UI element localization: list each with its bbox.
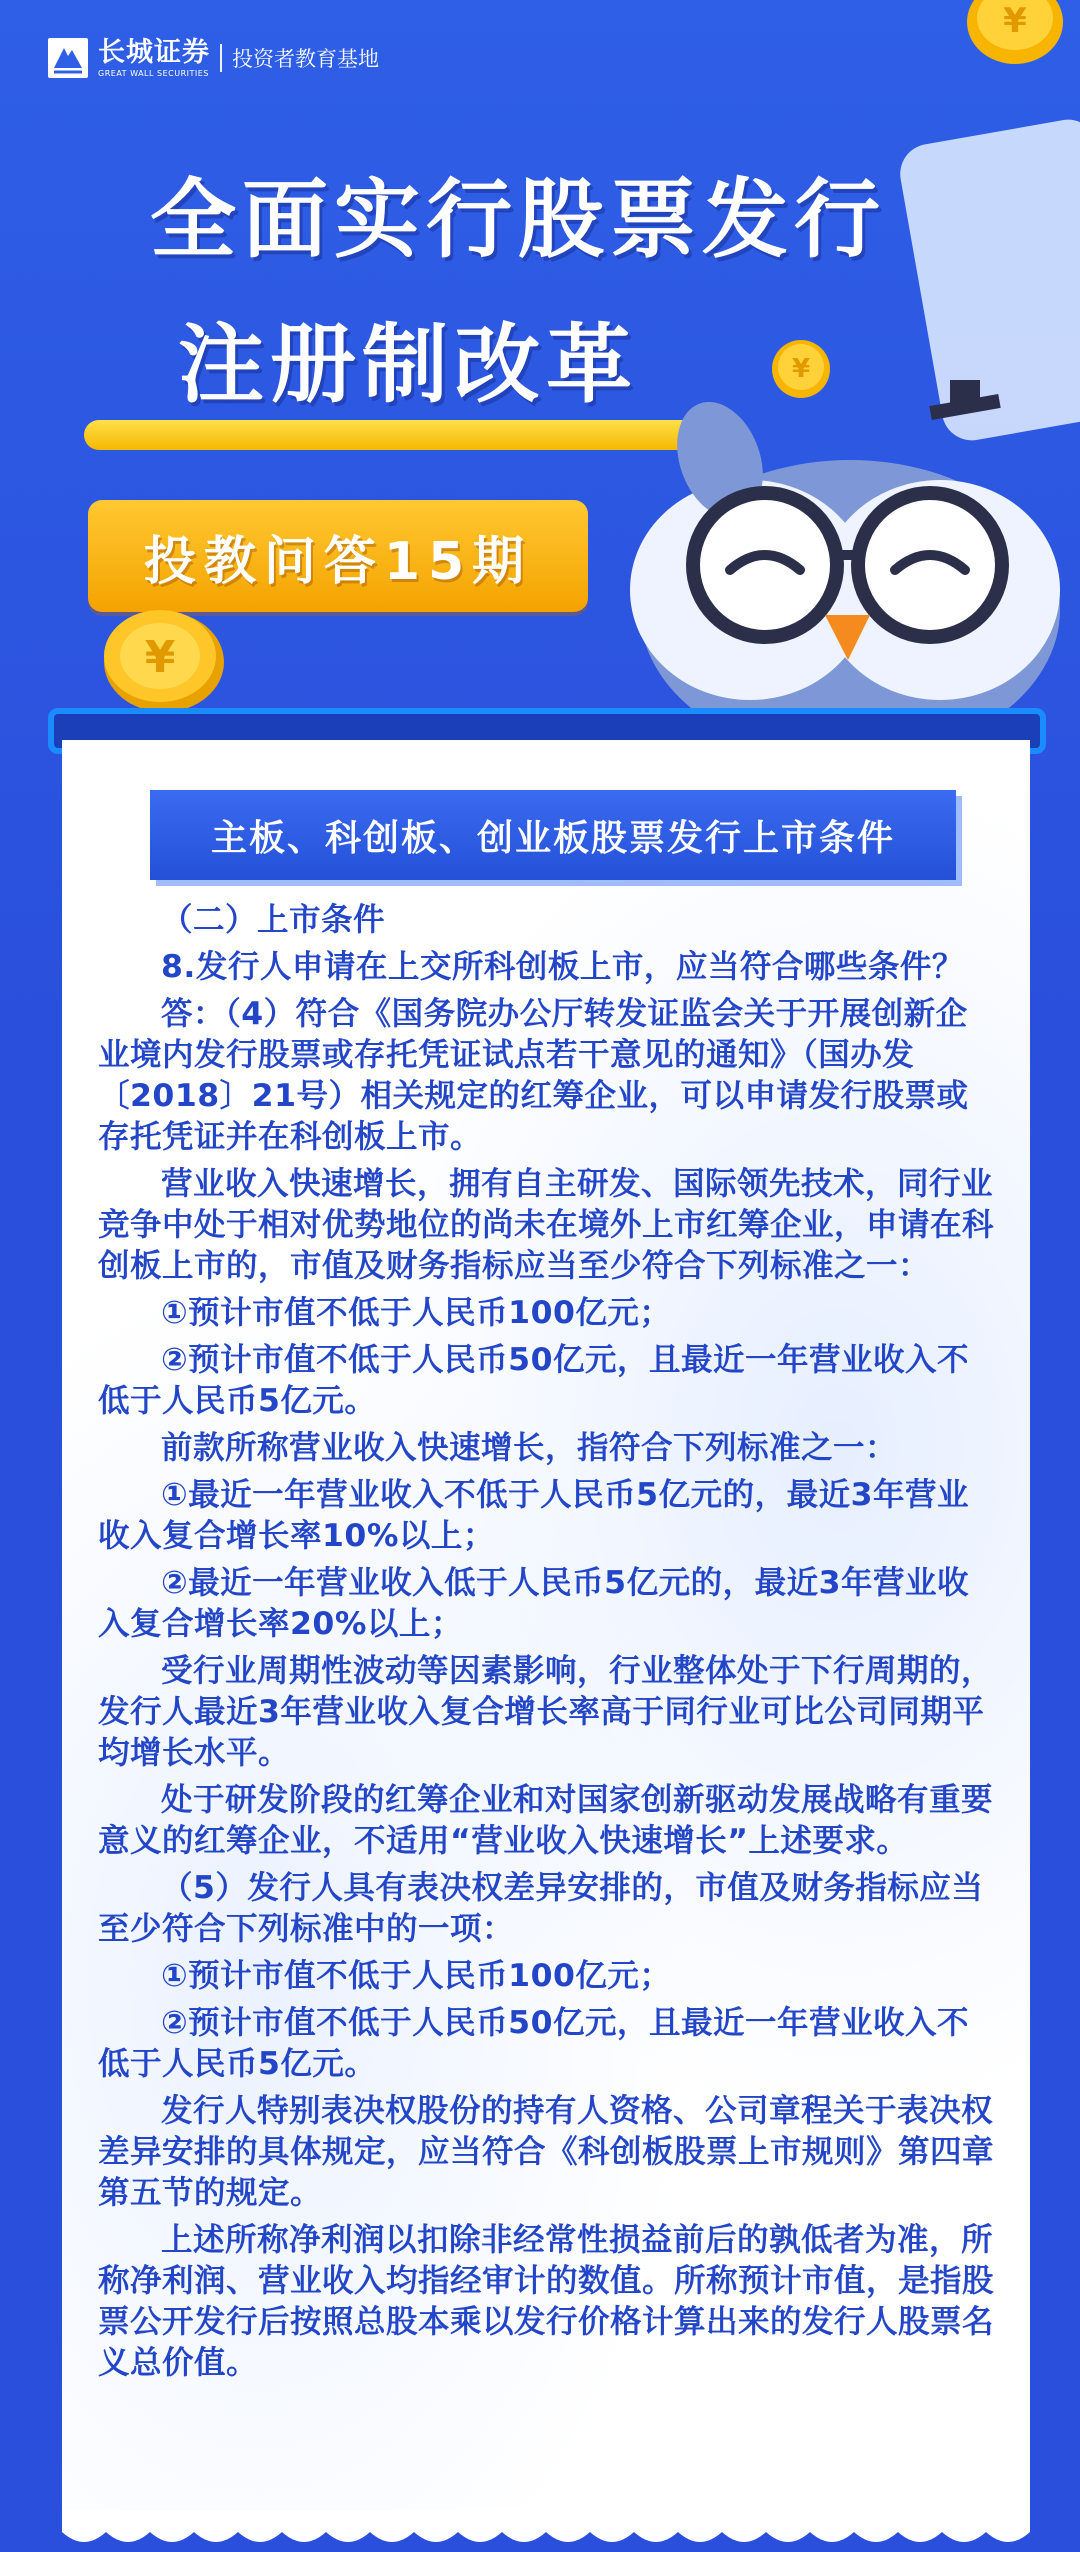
issue-label: 投教问答15期 xyxy=(143,531,533,592)
page-title-line2: 注册制改革 xyxy=(178,315,638,415)
coin-icon xyxy=(96,600,226,710)
brand-tagline: 投资者教育基地 xyxy=(232,47,379,71)
paragraph: ②预计市值不低于人民币50亿元，且最近一年营业收入不低于人民币5亿元。 xyxy=(98,1342,970,1419)
section-heading-text: 主板、科创板、创业板股票发行上市条件 xyxy=(210,817,895,859)
paragraph: 处于研发阶段的红筹企业和对国家创新驱动发展战略有重要意义的红筹企业，不适用“营业收入快速增长”上述要求。 xyxy=(98,1782,994,1859)
svg-text:¥: ¥ xyxy=(791,354,811,384)
article-body xyxy=(98,900,998,2390)
section-heading xyxy=(150,790,956,880)
paragraph: ①预计市值不低于人民币100亿元； xyxy=(161,1958,672,1994)
brand-name-en: GREAT WALL SECURITIES xyxy=(98,68,209,78)
paragraph: 答：（4）符合《国务院办公厅转发证监会关于开展创新企业境内发行股票或存托凭证试点若干意见的通知》（国办发〔2018〕21号）相关规定的红筹企业，可以申请发行股票或存托凭证并在科创板上市。 xyxy=(98,996,969,1155)
great-wall-logo-icon xyxy=(48,38,88,78)
paragraph: ②预计市值不低于人民币50亿元，且最近一年营业收入不低于人民币5亿元。 xyxy=(98,2005,970,2082)
paragraph: ①预计市值不低于人民币100亿元； xyxy=(161,1295,672,1331)
paragraph: （二）上市条件 xyxy=(161,902,386,938)
owl-mascot-icon xyxy=(600,380,1080,740)
paragraph: 8.发行人申请在上交所科创板上市，应当符合哪些条件？ xyxy=(161,949,964,985)
brand-name-cn: 长城证券 xyxy=(98,36,210,68)
issue-badge xyxy=(88,500,588,612)
svg-text:¥: ¥ xyxy=(144,632,176,683)
brand-logo xyxy=(48,38,379,78)
logo-divider xyxy=(220,44,222,72)
paragraph: 发行人特别表决权股份的持有人资格、公司章程关于表决权差异安排的具体规定，应当符合《科创板股票上市规则》第四章第五节的规定。 xyxy=(98,2093,995,2211)
paragraph: 受行业周期性波动等因素影响，行业整体处于下行周期的，发行人最近3年营业收入复合增长率高于同行业可比公司同期平均增长水平。 xyxy=(98,1653,994,1771)
paragraph: ②最近一年营业收入低于人民币5亿元的，最近3年营业收入复合增长率20%以上； xyxy=(98,1565,970,1642)
paragraph: 上述所称净利润以扣除非经常性损益前后的孰低者为准，所称净利润、营业收入均指经审计的数值。所称预计市值，是指股票公开发行后按照总股本乘以发行价格计算出来的发行人股票名义总价值。 xyxy=(98,2222,995,2381)
paragraph: 营业收入快速增长，拥有自主研发、国际领先技术，同行业竞争中处于相对优势地位的尚未在境外上市红筹企业，申请在科创板上市的，市值及财务指标应当至少符合下列标准之一： xyxy=(98,1166,995,1284)
paragraph: （5）发行人具有表决权差异安排的，市值及财务指标应当至少符合下列标准中的一项： xyxy=(98,1870,984,1947)
paper-scalloped-edge xyxy=(62,2510,1030,2552)
page-title-line1: 全面实行股票发行 xyxy=(150,170,886,270)
coin-icon xyxy=(960,0,1070,70)
paragraph: ①最近一年营业收入不低于人民币5亿元的，最近3年营业收入复合增长率10%以上； xyxy=(98,1477,970,1554)
paragraph: 前款所称营业收入快速增长，指符合下列标准之一： xyxy=(161,1430,898,1466)
brand-name xyxy=(98,36,210,78)
svg-text:¥: ¥ xyxy=(1003,1,1027,41)
